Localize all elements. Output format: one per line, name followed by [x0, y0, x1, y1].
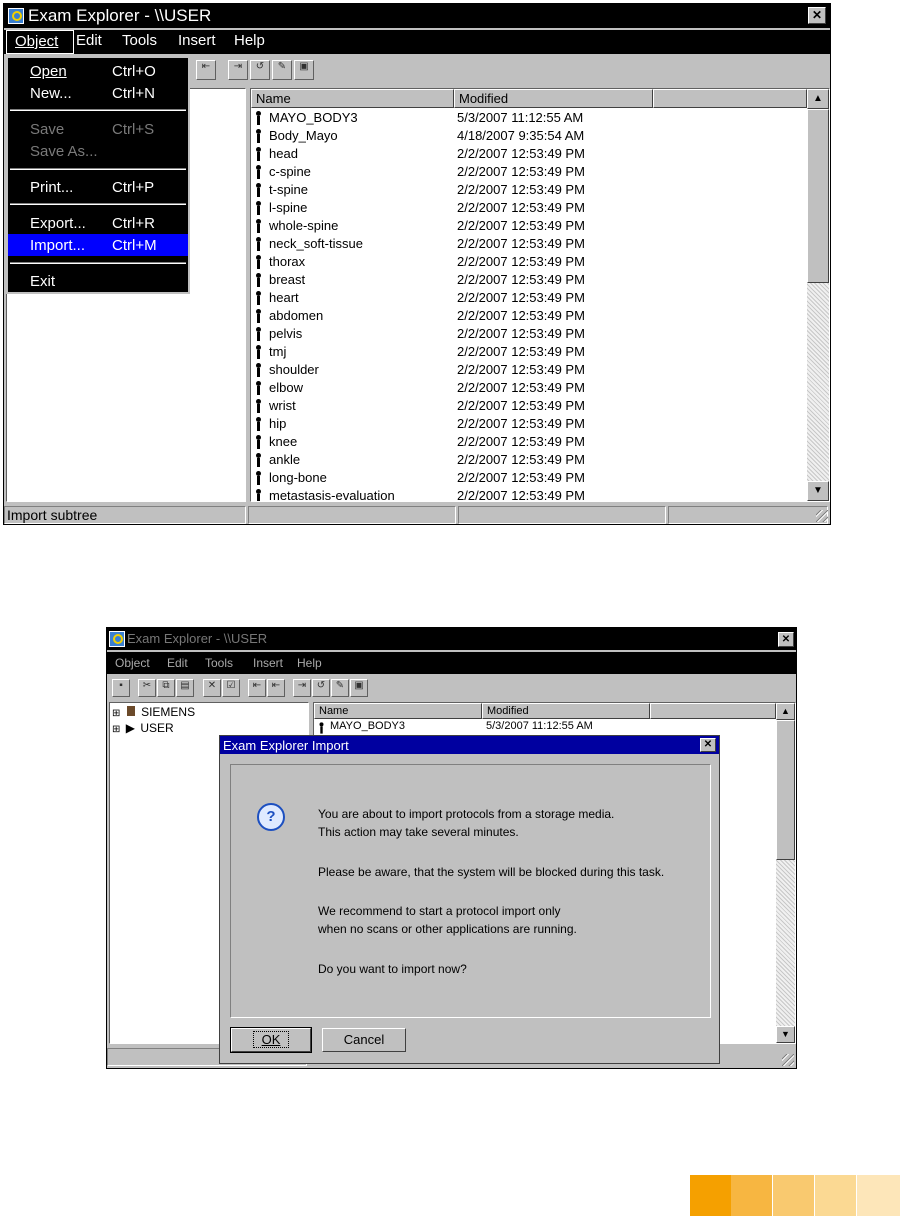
message-line: We recommend to start a protocol import only: [318, 904, 561, 918]
protocol-modified: 2/2/2007 12:53:49 PM: [457, 254, 585, 269]
arrow-right-icon: ▶: [125, 721, 135, 735]
close-icon[interactable]: ✕: [808, 7, 826, 24]
person-icon: [255, 363, 262, 377]
menu-separator: [10, 168, 186, 170]
protocol-modified: 2/2/2007 12:53:49 PM: [457, 362, 585, 377]
table-row[interactable]: [251, 415, 807, 433]
person-icon: [255, 183, 262, 197]
person-icon: [255, 273, 262, 287]
protocol-modified: 2/2/2007 12:53:49 PM: [457, 272, 585, 287]
table-row[interactable]: [251, 379, 807, 397]
table-row[interactable]: [251, 163, 807, 181]
table-row[interactable]: [251, 235, 807, 253]
table-row[interactable]: [251, 253, 807, 271]
protocol-modified: 4/18/2007 9:35:54 AM: [457, 128, 585, 143]
vertical-scrollbar[interactable]: [807, 89, 829, 501]
protocol-name: hip: [269, 416, 287, 431]
protocol-modified: 2/2/2007 12:53:49 PM: [457, 236, 585, 251]
exam-explorer-window-top: [3, 3, 831, 525]
protocol-name: ankle: [269, 452, 301, 467]
indent-icon[interactable]: ⇥: [228, 60, 248, 80]
undo-icon[interactable]: ↺: [250, 60, 270, 80]
message-line: when no scans or other applications are running.: [318, 922, 577, 936]
protocol-modified: 2/2/2007 12:53:49 PM: [457, 344, 585, 359]
scroll-thumb[interactable]: [807, 109, 829, 283]
import-dialog: [219, 735, 720, 1064]
person-icon: [255, 327, 262, 341]
dialog-message-panel: [230, 764, 711, 1018]
title-bar[interactable]: [107, 628, 796, 650]
protocol-modified: 5/3/2007 11:12:55 AM: [457, 110, 584, 125]
protocol-modified: 2/2/2007 12:53:49 PM: [457, 146, 585, 161]
ok-button[interactable]: OK: [231, 1028, 311, 1052]
protocol-name: breast: [269, 272, 306, 287]
table-row[interactable]: MAYO_BODY3 5/3/2007 11:12:55 AM: [314, 719, 776, 737]
protocol-name: knee: [269, 434, 298, 449]
column-header-name[interactable]: Name: [251, 89, 454, 108]
table-row[interactable]: [251, 433, 807, 451]
table-row[interactable]: [251, 487, 807, 501]
table-row[interactable]: [251, 271, 807, 289]
protocol-modified: 2/2/2007 12:53:49 PM: [457, 398, 585, 413]
table-row[interactable]: [251, 145, 807, 163]
brand-block: [857, 1175, 900, 1216]
protocol-modified: 2/2/2007 12:53:49 PM: [457, 326, 585, 341]
protocol-modified: 2/2/2007 12:53:49 PM: [457, 452, 585, 467]
vertical-scrollbar[interactable]: [776, 703, 795, 1043]
protocol-modified: 2/2/2007 12:53:49 PM: [457, 416, 585, 431]
window-title: Exam Explorer - \\USER: [127, 631, 268, 646]
protocol-modified: 2/2/2007 12:53:49 PM: [457, 218, 585, 233]
expand-icon[interactable]: ⊞: [112, 724, 121, 735]
protocol-name: long-bone: [269, 470, 327, 485]
protocol-list[interactable]: [250, 88, 830, 502]
person-icon: [255, 147, 262, 161]
person-icon: [319, 722, 325, 733]
table-row[interactable]: [251, 127, 807, 145]
exam-explorer-icon: [109, 631, 125, 647]
delete-icon[interactable]: ✕: [203, 679, 221, 697]
toolbar: [107, 674, 796, 702]
menu-help[interactable]: Help: [297, 656, 322, 670]
person-icon: [255, 237, 262, 251]
table-row[interactable]: [251, 397, 807, 415]
object-menu-dropdown: [6, 56, 190, 294]
protocol-modified: 2/2/2007 12:53:49 PM: [457, 200, 585, 215]
edit-icon[interactable]: ✎: [331, 679, 349, 697]
table-row[interactable]: [251, 109, 807, 127]
resize-grip-icon[interactable]: [782, 1054, 794, 1066]
menu-item-save-as: Save As...: [30, 143, 98, 160]
protocol-name: tmj: [269, 344, 287, 359]
menu-separator: [10, 262, 186, 264]
table-row[interactable]: [251, 199, 807, 217]
person-icon: [255, 453, 262, 467]
indent-icon[interactable]: ⇥: [293, 679, 311, 697]
expand-icon[interactable]: ⊞: [112, 708, 121, 719]
cut-icon[interactable]: ✂: [138, 679, 156, 697]
status-panel-2: [248, 506, 456, 524]
copy-icon[interactable]: ⧉: [157, 679, 175, 697]
protocol-modified: 2/2/2007 12:53:49 PM: [457, 488, 585, 501]
scroll-thumb[interactable]: [776, 720, 795, 860]
menu-bar: [107, 652, 796, 674]
scroll-up-icon[interactable]: ▲: [807, 89, 829, 109]
menu-item-import[interactable]: Import... Ctrl+M: [8, 234, 188, 256]
person-icon: [255, 399, 262, 413]
column-header-name[interactable]: Name: [314, 703, 482, 719]
person-icon: [255, 255, 262, 269]
person-icon: [255, 165, 262, 179]
status-text: Import subtree: [4, 506, 246, 524]
person-icon: [255, 291, 262, 305]
message-line: Do you want to import now?: [318, 962, 467, 976]
person-icon: [255, 345, 262, 359]
tree-node-user[interactable]: ⊞ ▶ USER: [112, 721, 174, 735]
person-icon: [255, 201, 262, 215]
person-icon: [255, 381, 262, 395]
question-icon: ?: [257, 803, 285, 831]
column-header-empty[interactable]: [653, 89, 807, 108]
protocol-name: c-spine: [269, 164, 311, 179]
brand-block: [690, 1175, 731, 1216]
menu-object[interactable]: Object: [6, 30, 74, 54]
menu-item-exit[interactable]: Exit: [30, 273, 56, 290]
person-icon: [255, 219, 262, 233]
exam-explorer-icon: [8, 8, 24, 24]
protocol-modified: 2/2/2007 12:53:49 PM: [457, 290, 585, 305]
menu-item-export[interactable]: Export... Ctrl+R: [30, 215, 155, 232]
status-panel-3: [458, 506, 666, 524]
table-row[interactable]: [251, 451, 807, 469]
column-header-modified[interactable]: Modified: [482, 703, 650, 719]
scroll-down-icon[interactable]: ▼: [807, 481, 829, 501]
status-panel-4: [668, 506, 828, 524]
person-icon: [255, 129, 262, 143]
tree-node-siemens[interactable]: ⊞ SIEMENS: [112, 705, 196, 719]
menu-separator: [10, 109, 186, 111]
brand-block: [815, 1175, 856, 1216]
message-line: You are about to import protocols from a storage media.: [318, 807, 615, 821]
table-row[interactable]: [251, 217, 807, 235]
protocol-name: metastasis-evaluation: [269, 488, 395, 501]
edit-icon[interactable]: ✎: [272, 60, 292, 80]
save-icon[interactable]: ▣: [294, 60, 314, 80]
protocol-name: shoulder: [269, 362, 319, 377]
window-title: Exam Explorer - \\USER: [28, 6, 212, 25]
message-line: This action may take several minutes.: [318, 825, 519, 839]
table-row[interactable]: [251, 325, 807, 343]
outdent-icon[interactable]: ⇤: [248, 679, 266, 697]
protocol-name: head: [269, 146, 298, 161]
brand-block: [731, 1175, 772, 1216]
properties-icon[interactable]: ☑: [222, 679, 240, 697]
menu-help[interactable]: Help: [234, 32, 265, 49]
protocol-modified: 2/2/2007 12:53:49 PM: [457, 164, 585, 179]
menu-tools[interactable]: Tools: [205, 656, 234, 670]
protocol-modified: 2/2/2007 12:53:49 PM: [457, 308, 585, 323]
message-line: Please be aware, that the system will be blocked during this task.: [318, 865, 665, 879]
folder-icon[interactable]: ▪: [112, 679, 130, 697]
protocol-name: l-spine: [269, 200, 308, 215]
table-row[interactable]: [251, 343, 807, 361]
protocol-name: elbow: [269, 380, 303, 395]
menu-edit[interactable]: Edit: [76, 32, 102, 49]
protocol-modified: 2/2/2007 12:53:49 PM: [457, 380, 585, 395]
menu-tools[interactable]: Tools: [122, 32, 158, 49]
protocol-name: pelvis: [269, 326, 303, 341]
protocol-name: wrist: [269, 398, 296, 413]
close-icon[interactable]: ✕: [778, 632, 794, 647]
save-icon[interactable]: ▣: [350, 679, 368, 697]
protocol-name: MAYO_BODY3: [269, 110, 358, 125]
table-row[interactable]: [251, 307, 807, 325]
table-row[interactable]: [251, 289, 807, 307]
menu-item-open[interactable]: Open Ctrl+O: [30, 63, 156, 80]
person-icon: [255, 489, 262, 501]
menu-item-save: Save Ctrl+S: [30, 121, 155, 138]
table-row[interactable]: [251, 469, 807, 487]
menu-insert[interactable]: Insert: [178, 32, 216, 49]
protocol-modified: 2/2/2007 12:53:49 PM: [457, 434, 585, 449]
status-bar: [4, 504, 830, 524]
menu-object[interactable]: Object: [115, 656, 150, 670]
table-row[interactable]: [251, 181, 807, 199]
menu-bar: [4, 30, 830, 54]
database-icon: [127, 706, 135, 716]
person-icon: [255, 471, 262, 485]
scroll-down-icon[interactable]: ▼: [776, 1026, 795, 1043]
list-rows: [251, 109, 807, 501]
column-header-modified[interactable]: Modified: [454, 89, 653, 108]
protocol-name: whole-spine: [269, 218, 339, 233]
undo-icon[interactable]: ↺: [312, 679, 330, 697]
close-icon[interactable]: ✕: [700, 738, 716, 752]
menu-edit[interactable]: Edit: [167, 656, 188, 670]
person-icon: [255, 309, 262, 323]
protocol-modified: 2/2/2007 12:53:49 PM: [457, 182, 585, 197]
protocol-name: t-spine: [269, 182, 309, 197]
protocol-name: Body_Mayo: [269, 128, 338, 143]
outdent-icon[interactable]: ⇤: [267, 679, 285, 697]
person-icon: [255, 435, 262, 449]
dialog-title: Exam Explorer Import: [223, 738, 349, 753]
menu-item-print[interactable]: Print... Ctrl+P: [30, 179, 155, 196]
scroll-up-icon[interactable]: ▲: [776, 703, 795, 720]
title-bar[interactable]: [4, 4, 830, 28]
resize-grip-icon[interactable]: [816, 510, 828, 522]
menu-separator: [10, 203, 186, 205]
cancel-button[interactable]: Cancel: [322, 1028, 406, 1052]
dialog-title-bar[interactable]: [220, 736, 719, 754]
protocol-name: thorax: [269, 254, 306, 269]
protocol-name: neck_soft-tissue: [269, 236, 363, 251]
table-row[interactable]: [251, 361, 807, 379]
column-header-empty[interactable]: [650, 703, 776, 719]
protocol-modified: 2/2/2007 12:53:49 PM: [457, 470, 585, 485]
menu-insert[interactable]: Insert: [253, 656, 284, 670]
person-icon: [255, 111, 262, 125]
menu-item-new[interactable]: New... Ctrl+N: [30, 85, 155, 102]
outdent-icon[interactable]: ⇤: [196, 60, 216, 80]
person-icon: [255, 417, 262, 431]
protocol-name: abdomen: [269, 308, 324, 323]
paste-icon[interactable]: ▤: [176, 679, 194, 697]
protocol-name: heart: [269, 290, 299, 305]
brand-block: [773, 1175, 814, 1216]
